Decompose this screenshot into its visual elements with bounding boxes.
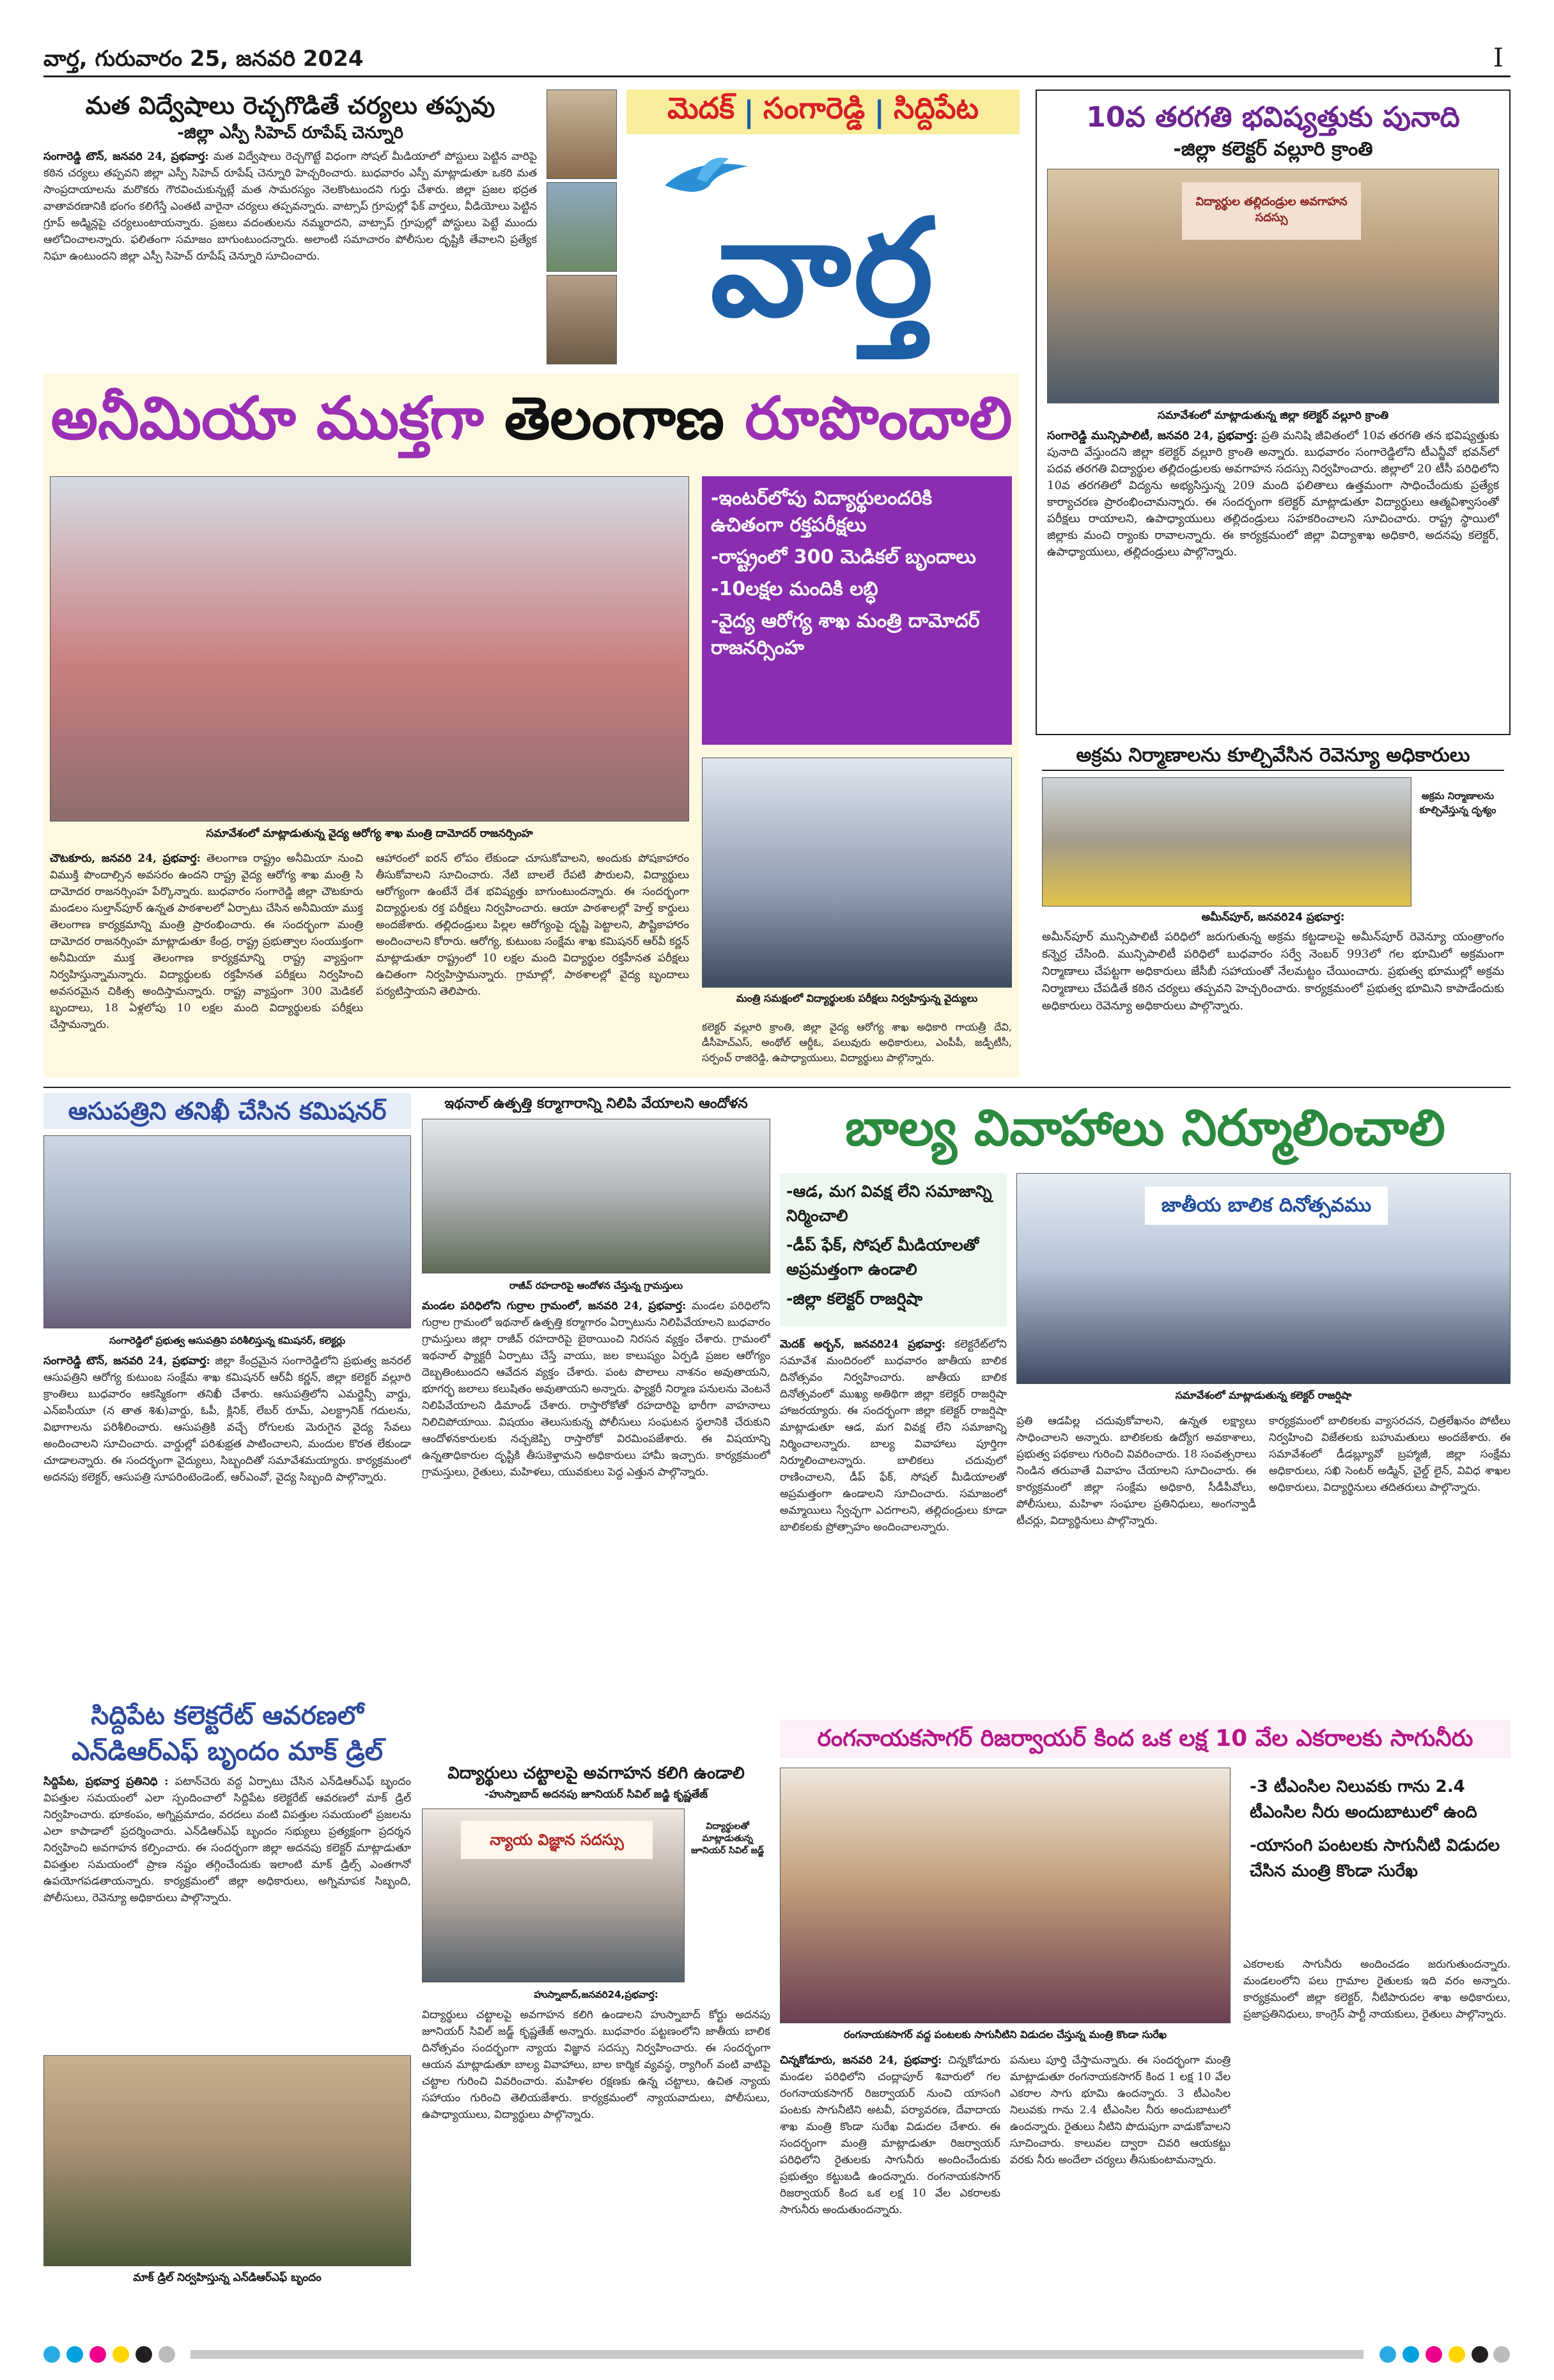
anemia-headline	[43, 380, 1020, 457]
irrigation-article	[780, 1720, 1511, 2337]
hospital-caption: సంగారెడ్డిలో ప్రభుత్వ ఆసుపత్రిని పరిశీలిస్తున్న కమిషనర్, కలెక్టర్లు	[109, 1335, 346, 1346]
sp-warning-text: మత విద్వేషాలు రెచ్చగొట్టే విధంగా సోషల్ మీడియాలో పోస్టులు పెట్టిన వారిపై కఠిన చర్యలు తప్పవని జిల్లా ఎస్పీ సిహెచ్ రూపేష్ చెన్నూరి హెచ్చరించారు. బుధవారం ఎస్పీ మాట్లాడుతూ ఒకరి మత సాంప్రదాయాలను మరొకరు గౌరవించుకున్నట్లే మత సామరస్యం నెలకొంటుందని గుర్తు చేశారు. జిల్లా ప్రజల భద్రత వాతావరణానికి భంగం కలిగేస్తే ఎంతటి వారైనా చర్యలు తప్పవన్నారు. వాట్సాప్ గ్రూపుల్లో ఫేక్ వార్తలు, వీడియోలు పెట్టిన గ్రూప్ అడ్మిన్లపై చర్యలుంటాయన్నారు. ప్రజలు వదంతులను నమ్మరాదని, వాట్సాప్ గ్రూపుల్లో పోస్టులు పెట్టే ముందు ఆలోచించాలన్నారు. ఫలితంగా సమాజం బాగుంటుందన్నారు. అలాంటి సమాచారం పోలీసుల దృష్టికి తేవాలని ప్రత్యేక నిఘా ఉంటుందని జిల్లా ఎస్పీ సిహెచ్ రూపేష్ చెన్నూరి సూచించారు.	[43, 150, 537, 263]
demolition-body: అమీన్‌పూర్ మున్సిపాలిటీ పరిధిలో జరుగుతున్న అక్రమ కట్టడాలపై అమీన్‌పూర్ రెవెన్యూ యంత్రాంగం కన్నెర్ర చేసింది. మున్సిపాలిటీ పరిధిలో బుధవారం సర్వే నెంబర్ 993లో గల భూమిలో అక్రమంగా నిర్మాణాలు చేపట్టగా అధికారులు జేసీబీ సహాయంతో నేలమట్టం చేయించారు. ప్రభుత్వ భూముల్లో అక్రమ నిర్మాణాలు చేపడితే కఠిన చర్యలు తప్పవని హెచ్చరించారు. కార్యక్రమంలో ప్రభుత్వ భూమిని కాపాడేందుకు అధికారులు రెవెన్యూ అధికారులు పాల్గొన్నారు.	[1042, 930, 1504, 1013]
class10-article	[1036, 89, 1511, 735]
anemia-dateline: చౌటకూరు, జనవరి 24, ప్రభవార్త:	[50, 852, 201, 865]
header-rule	[43, 75, 1511, 77]
child-marriage-text-col1: కలెక్టరేట్‌లోని సమావేశ మందిరంలో బుధవారం జాతీయ బాలిక దినోత్సవం నిర్వహించారు. జాతీయ బాలిక దినోత్సవంలో ముఖ్య అతిథిగా జిల్లా కలెక్టర్ రాజర్షిషా హాజరయ్యారు. ఈ సందర్భంగా జిల్లా కలెక్టర్ రాజర్షిషా మాట్లాడుతూ ఆడ, మగ వివక్ష లేని సమాజాన్ని నిర్మించాలన్నారు. బాల్య వివాహాలు పూర్తిగా నిర్మూలించాలన్నారు. బాలికలు చదువులో రాణించాలని, డీప్ ఫేక్, సోషల్ మీడియాలతో అప్రమత్తంగా ఉండాలని సూచించారు. సమాజంలో అమ్మాయిలు స్వేచ్ఛగా ఎదగాలని, తల్లిదండ్రులు కూడా బాలికలకు ప్రోత్సాహం అందించాలన్నారు.	[780, 1338, 1007, 1534]
irrigation-body-col3: ఎకరాలకు సాగునీరు అందించడం జరుగుతుందన్నారు. మండలంలోని పలు గ్రామాల రైతులకు ఇది వరం అన్నారు. కార్యక్రమంలో జిల్లా కలెక్టర్, నీటిపారుదల శాఖ అధికారులు, ప్రజాప్రతినిధులు, కాంగ్రెస్ పార్టీ నాయకులు, రైతులు పాల్గొన్నారు.	[1243, 1958, 1511, 2021]
registration-dot-gray-left	[159, 2346, 175, 2363]
mock-drill-body	[43, 1773, 411, 2023]
mock-drill-photo	[43, 2055, 411, 2266]
registration-dot-black-right	[1472, 2346, 1488, 2363]
legal-photo-banner: న్యాయ విజ్ఞాన సదస్సు	[461, 1821, 653, 1859]
irrigation-bullets	[1243, 1768, 1511, 1947]
mock-drill-headline-1: సిద్దిపేట కలెక్టరేట్ ఆవరణలో	[91, 1701, 364, 1731]
anemia-text-col1: తెలంగాణ రాష్ట్రం అనీమియా నుంచి విముక్తి పొందాల్సిన అవసరం ఉందని రాష్ట్ర వైద్య ఆరోగ్య శాఖ మంత్రి సి దామోదర రాజనర్సింహ పేర్కొన్నారు. బుధవారం సంగారెడ్డి జిల్లా చౌటకూరు మండలం సుల్తాన్‌పూర్ ఉన్నత పాఠశాలలో ఏర్పాటు చేసిన అనీమియా ముక్త తెలంగాణ కార్యక్రమాన్ని మంత్రి ప్రారంభించారు. ఈ సందర్భంగా మంత్రి దామోదర రాజనర్సింహ మాట్లాడుతూ కేంద్ర, రాష్ట్ర ప్రభుత్వాల సంయుక్తంగా అనీమియా ముక్త తెలంగాణ కార్యక్రమాన్ని రాష్ట్ర వ్యాప్తంగా నిర్వహిస్తున్నామన్నారు. విద్యార్థులకు రక్తహీనత పరీక్షలు నిర్వహించి అవసరమైన చికిత్స అందిస్తామన్నారు. రాష్ట్ర వ్యాప్తంగా 300 మెడికల్ బృందాలు, 18 ఏళ్లలోపు 10 లక్షల మంది విద్యార్థులకు పరీక్షలు చేస్తామన్నారు.	[50, 852, 363, 1031]
sp-warning-headline: మత విద్వేషాలు రెచ్చగొడితే చర్యలు తప్పవు	[85, 91, 495, 120]
class10-photo	[1047, 169, 1499, 403]
class10-photo-banner: విద్యార్థుల తల్లిదండ్రుల అవగాహన సదస్సు	[1182, 182, 1361, 240]
class10-text: ప్రతి మనిషి జీవితంలో 10వ తరగతి తన భవిష్యత్తుకు పునాది వేస్తుందని జిల్లా కలెక్టర్ వల్లూరి క్రాంతి అన్నారు. బుధవారం సంగారెడ్డిలోని టీఎన్జీవో భవన్‌లో పదవ తరగతి విద్యార్థుల తల్లిదండ్రులకు అవగాహన సదస్సు నిర్వహించారు. జిల్లాలో 20 టీసీ పరిధిలోని 10వ తరగతిలో విద్యను అభ్యసిస్తున్న 209 మంది ఫలితాలు ఉత్తమంగా సాధించేందుకు ప్రత్యేక కార్యాచరణ ప్రారంభించామన్నారు. ఈ సందర్భంగా కలెక్టర్ మాట్లాడుతూ విద్యార్థులు ఆత్మవిశ్వాసంతో పరీక్షలు రాయాలని, ఉపాధ్యాయులు తల్లిదండ్రులు సహకరించాలని సూచించారు. రాష్ట్ర స్థాయిలో జిల్లాకు మంచి ర్యాంకు రావాలన్నారు. ఈ కార్యక్రమంలో జిల్లా విద్యాశాఖ అధికారి, అదనపు కలెక్టర్, ఉపాధ్యాయులు, తల్లిదండ్రులు పాల్గొన్నారు.	[1047, 429, 1499, 559]
hospital-body	[43, 1353, 411, 1698]
anemia-bullets	[702, 476, 1012, 745]
irrigation-body-col1	[780, 2052, 1000, 2330]
child-marriage-headline: బాల్య వివాహాలు నిర్మూలించాలి	[845, 1100, 1445, 1157]
ethanol-body	[422, 1298, 770, 1736]
demolition-article	[1036, 742, 1511, 1077]
child-marriage-body-col2: ప్రతి ఆడపిల్ల చదువుకోవాలని, ఉన్నత లక్ష్యాలు సాధించాలని అన్నారు. బాలికలకు ఉద్యోగ అవకాశాలు, ప్రభుత్వ పథకాలు గురించి వివరించారు. 18 సంవత్సరాలు నిండిన తరువాతే వివాహం చేయాలని సూచించారు. ఈ కార్యక్రమంలో జిల్లా సంక్షేమ అధికారి, సీడీపీవోలు, పోలీసులు, మహిళా సంఘాల ప్రతినిధులు, అంగన్వాడీ టీచర్లు, విద్యార్థినులు పాల్గొన్నారు.	[1016, 1415, 1256, 1527]
child-marriage-article	[780, 1093, 1511, 1707]
masthead-block	[547, 89, 1020, 364]
ethanol-caption: రాజీవ్ రహదారిపై ఆందోళన చేస్తున్న గ్రామస్తులు	[509, 1280, 683, 1291]
anemia-bullet-2: -రాష్ట్రంలో 300 మెడికల్ బృందాలు	[711, 546, 976, 568]
demolition-caption: అమీన్‌పూర్, జనవరి24 ప్రభవార్త:	[1201, 911, 1345, 924]
anemia-bullet-1: -ఇంటర్‌లోపు విద్యార్థులందరికి ఉచితంగా రక్తపరీక్షలు	[711, 487, 933, 536]
edition-separator-1: |	[743, 95, 754, 129]
edition-tag-siddipet: సిద్దిపేట	[894, 91, 979, 125]
registration-dot-gray-right	[1493, 2346, 1510, 2363]
child-marriage-bullets	[780, 1173, 1007, 1326]
irrigation-text-col1: చిన్నకోడూరు మండల పరిధిలోని చంద్లాపూర్ శివారులో గల రంగనాయకసాగర్ రిజర్వాయర్ నుంచి యాసంగి పంటకు సాగునీటిని అటవీ, పర్యావరణ, దేవాదాయ శాఖ మంత్రి కొండా సురేఖ విడుదల చేశారు. ఈ సందర్భంగా మంత్రి మాట్లాడుతూ రిజర్వాయర్ పరిధిలోని రైతులకు సాగునీరు అందించేందుకు ప్రభుత్వం కట్టుబడి ఉందన్నారు. రంగనాయకసాగర్ రిజర్వాయర్ కింద ఒక లక్ష 10 వేల ఎకరాలకు సాగునీరు అందుతుందన్నారు.	[780, 2054, 1000, 2216]
child-marriage-dateline: మెదక్ అర్బన్, జనవరి24 ప్రభవార్త:	[780, 1338, 946, 1351]
sp-warning-subhead: -జిల్లా ఎస్పీ సిహెచ్ రూపేష్ చెన్నూరి	[177, 123, 403, 143]
masthead-photo-top	[547, 89, 617, 179]
irrigation-bullet-2: -యాసంగి పంటలకు సాగునీటి విడుదల చేసిన మంత్రి కొండా సురేఖ	[1250, 1836, 1500, 1881]
child-marriage-body-col1	[780, 1336, 1007, 1704]
irrigation-dateline: చిన్నకోడూరు, జనవరి 24, ప్రభవార్త:	[780, 2054, 942, 2067]
ethanol-photo	[422, 1119, 770, 1273]
anemia-headline-part3: రూపొందాలి	[745, 384, 1013, 453]
legal-article	[422, 1761, 770, 2337]
page-number: I	[1493, 43, 1503, 73]
edition-separator-2: |	[874, 95, 885, 129]
irrigation-headline: రంగనాయకసాగర్ రిజర్వాయర్ కింద ఒక లక్ష 10 వేల ఎకరాలకు సాగునీరు	[780, 1720, 1511, 1758]
registration-dot-magenta-right	[1426, 2346, 1442, 2363]
child-marriage-caption: సమావేశంలో మాట్లాడుతున్న కలెక్టర్ రాజర్షిషా	[1175, 1389, 1352, 1401]
hospital-headline: ఆసుపత్రిని తనిఖీ చేసిన కమిషనర్	[43, 1093, 411, 1129]
irrigation-bullet-1: -3 టీఎంసిల నిలువకు గాను 2.4 టీఎంసిల నీరు అందుబాటులో ఉంది	[1250, 1777, 1477, 1822]
edition-tag-medak: మెదక్	[667, 91, 735, 125]
legal-subhead: -హుస్నాబాద్ అదనపు జూనియర్ సివిల్ జడ్జి కృష్ణతేజ్	[484, 1788, 708, 1801]
sp-warning-article	[43, 89, 537, 364]
legal-photo	[422, 1808, 685, 1982]
irrigation-photo	[780, 1768, 1231, 2023]
child-marriage-bullet-1: -ఆడ, మగ వివక్ష లేని సమాజాన్ని నిర్మించాలి	[786, 1182, 992, 1225]
class10-headline: 10వ తరగతి భవిష్యత్తుకు పునాది	[1086, 101, 1460, 134]
irrigation-body-col2: పనులు పూర్తి చేస్తామన్నారు. ఈ సందర్భంగా మంత్రి మాట్లాడుతూ రంగనాయకసాగర్ కింద 1 లక్ష 10 వేల ఎకరాల సాగు భూమి ఉందన్నారు. 3 టీఎంసిల నిలువకు గాను 2.4 టీఎంసిల నీరు అందుబాటులో ఉందన్నారు. రైతులు నీటిని పొదుపుగా వాడుకోవాలని సూచించారు. కాలువల ద్వారా చివరి ఆయకట్టు వరకు నీరు అందేలా చర్యలు తీసుకుంటామన్నారు.	[1010, 2054, 1231, 2166]
masthead-photo-bottom	[547, 275, 617, 364]
child-marriage-bullet-2: -డీప్ ఫేక్, సోషల్ మీడియాలతో అప్రమత్తంగా ఉండాలి	[786, 1236, 979, 1279]
registration-dot-yellow-left	[113, 2346, 129, 2363]
sp-warning-dateline: సంగారెడ్డి టౌన్, జనవరి 24, ప్రభవార్త:	[43, 150, 209, 163]
anemia-headline-part2: తెలంగాణ	[504, 384, 725, 453]
anemia-small-photo	[702, 758, 1012, 988]
edition-banner	[626, 89, 1020, 134]
child-marriage-photo	[1016, 1173, 1511, 1384]
mock-drill-text: పటాన్‌చెరు వద్ద ఏర్పాటు చేసిన ఎన్‌డిఆర్ఎఫ్ బృందం విపత్తుల సమయంలో ఎలా స్పందించాలో సిద్దిపేట కలెక్టరేట్ ఆవరణలో మాక్ డ్రిల్ నిర్వహించారు. భూకంపం, అగ్నిప్రమాదం, వరదలు వంటి విపత్తుల సమయంలో ప్రజలను ఎలా కాపాడాలో ప్రదర్శించారు. ఎన్‌డిఆర్ఎఫ్ బృందం సభ్యులు ప్రత్యక్షంగా ప్రదర్శన నిర్వహించి అవగాహన కల్పించారు. ఈ సందర్భంగా జిల్లా అదనపు కలెక్టర్ మాట్లాడుతూ విపత్తుల సమయంలో ప్రాణ నష్టం తగ్గించేందుకు ఇలాంటి మాక్ డ్రిల్స్ ఎంతగానో ఉపయోగపడతాయన్నారు. కార్యక్రమంలో జిల్లా అధికారులు, అగ్నిమాపక సిబ్బంది, పోలీసులు, రెవెన్యూ అధికారులు పాల్గొన్నారు.	[43, 1775, 411, 1904]
mock-drill-headline-2: ఎన్‌డిఆర్ఎఫ్ బృందం మాక్ డ్రిల్	[71, 1737, 384, 1766]
anemia-small-caption: మంత్రి సమక్షంలో విద్యార్థులకు పరీక్షలు నిర్వహిస్తున్న వైద్యులు	[736, 992, 978, 1004]
demolition-headline: అక్రమ నిర్మాణాలను కూల్చివేసిన రెవెన్యూ అధికారులు	[1042, 742, 1504, 771]
registration-dot-blue-left	[66, 2346, 83, 2363]
legal-headline: విద్యార్థులు చట్టాలపై అవగాహన కలిగి ఉండాలి	[447, 1764, 745, 1783]
registration-dot-blue-right	[1402, 2346, 1419, 2363]
registration-dot-cyan-left	[43, 2346, 60, 2363]
anemia-article	[43, 374, 1020, 1077]
anemia-body-col3: కలెక్టర్ వల్లూరి క్రాంతి, జిల్లా వైద్య ఆరోగ్య శాఖ అధికారి గాయత్రీ దేవి, డీసీహెచ్ఎస్, అంథోల్ ఆర్డీఓ, పలువురు అధికారులు, ఎంపీపీ, జడ్పీటీసీ, సర్పంచ్ రాజిరెడ్డి, ఉపాధ్యాయులు, విద్యార్థులు పాల్గొన్నారు.	[702, 1021, 1012, 1064]
class10-dateline: సంగారెడ్డి మున్సిపాలిటీ, జనవరి 24, ప్రభవార్త:	[1047, 429, 1258, 442]
ethanol-headline: ఇథనాల్ ఉత్పత్తి కర్మాగారాన్ని నిలిపి వేయాలని ఆందోళన	[444, 1096, 748, 1112]
hospital-text: జిల్లా కేంద్రమైన సంగారెడ్డిలోని ప్రభుత్వ జనరల్ ఆసుపత్రిని ఆరోగ్య కుటుంబ సంక్షేమ శాఖ కమిషనర్ ఆర్‌వీ కర్ణన్, జిల్లా కలెక్టర్ వల్లూరి క్రాంతిలు బుధవారం ఆకస్మికంగా తనిఖీ చేశారు. ఆసుపత్రిలోని ఎమర్జెన్సీ వార్డు, ఎన్ఐసీయూ (న తాత శిశు)వార్డు, ఓపీ, క్లినిక్, లేబర్ రూమ్, ఎలక్ట్రానిక్ గదులను, విభాగాలను పరిశీలించారు. ఆసుపత్రికి వచ్చే రోగులకు మెరుగైన వైద్య సేవలు అందించాలని సూచించారు. వార్డుల్లో పరిశుభ్రత పాటించాలని, మందుల కొరత లేకుండా చూడాలన్నారు. ఈ సందర్భంగా వైద్యులు, సిబ్బందితో సమావేశమయ్యారు. కార్యక్రమంలో అదనపు కలెక్టర్, ఆసుపత్రి సూపరింటెండెంట్, ఆర్ఎంవో, వైద్య సిబ్బంది పాల్గొన్నారు.	[43, 1355, 411, 1484]
ethanol-dateline: మండల పరిధిలోని గుర్రాల గ్రామంలో, జనవరి 24, ప్రభవార్త:	[422, 1300, 687, 1312]
child-marriage-body-col3: కార్యక్రమంలో బాలికలకు వ్యాసరచన, చిత్రలేఖనం పోటీలు నిర్వహించి విజేతలకు బహుమతులు అందజేశారు. ఈ సమావేశంలో డీడబ్ల్యూవో బ్రహ్మాజీ, జిల్లా సంక్షేమ అధికారులు, సఖి సెంటర్ అడ్మిన్, చైల్డ్ లైన్, వివిధ శాఖల అధికారులు, విద్యార్థినులు తదితరులు పాల్గొన్నారు.	[1269, 1415, 1511, 1494]
anemia-main-photo	[50, 476, 689, 821]
anemia-body-col1	[50, 850, 363, 1071]
anemia-bullet-3: -10లక్షల మందికి లబ్ధి	[711, 578, 878, 600]
mock-drill-caption: మాక్ డ్రిల్ నిర్వహిస్తున్న ఎన్‌డిఆర్ఎఫ్ బృందం	[133, 2271, 322, 2284]
irrigation-caption: రంగనాయకసాగర్ వద్ద పంటలకు సాగునీటిని విడుదల చేస్తున్న మంత్రి కొండా సురేఖ	[844, 2028, 1167, 2041]
hospital-photo	[43, 1135, 411, 1328]
child-marriage-photo-banner: జాతీయ బాలిక దినోత్సవము	[1145, 1186, 1388, 1225]
sp-warning-body	[43, 148, 537, 353]
date-line: వార్త, గురువారం 25, జనవరి 2024	[43, 46, 364, 72]
ethanol-article	[422, 1093, 770, 1752]
demolition-photo	[1042, 777, 1411, 906]
class10-subhead: -జిల్లా కలెక్టర్ వల్లూరి క్రాంతి	[1173, 138, 1373, 160]
anemia-body-col2: ఆహారంలో ఐరన్ లోపం లేకుండా చూసుకోవాలని, అందుకు పోషకాహారం తీసుకోవాలని సూచించారు. నేటి బాలలే రేపటి పౌరులని, విద్యార్థులు ఆరోగ్యంగా ఉంటేనే దేశ భవిష్యత్తు బాగుంటుందన్నారు. ఈ సందర్భంగా విద్యార్థులకు రక్త పరీక్షలు నిర్వహించారు. ఆయా పాఠశాలల్లో హెల్త్ కార్డులు అందజేశారు. తల్లిదండ్రులు పిల్లల ఆరోగ్యంపై దృష్టి పెట్టాలని, పౌష్టికాహారం అందించాలని కోరారు. ఆరోగ్య, కుటుంబ సంక్షేమ శాఖ కమిషనర్ ఆర్‌వీ కర్ణన్ మాట్లాడుతూ రాష్ట్రంలో 10 లక్షల మంది విద్యార్థుల రక్తహీనత పరీక్షలు ఉచితంగా నిర్వహిస్తామన్నారు. గ్రామాల్లో, పాఠశాలల్లో వైద్య బృందాలు పర్యటిస్తాయని తెలిపారు.	[376, 852, 689, 998]
registration-dot-magenta-left	[89, 2346, 106, 2363]
footer-bar	[43, 2345, 1511, 2364]
masthead-photo-middle	[547, 182, 617, 272]
demolition-side-caption: అక్రమ నిర్మాణాలను కూల్చివేస్తున్న దృశ్యం	[1419, 790, 1496, 816]
child-marriage-bullet-3: -జిల్లా కలెక్టర్ రాజర్షిషా	[786, 1289, 923, 1308]
ethanol-text: మండల పరిధిలోని గుర్రాల గ్రామంలో ఇథనాల్ ఉత్పత్తి కర్మాగారం ఏర్పాటును నిలిపివేయాలని బుధవారం గ్రామస్తులు జిల్లా రాజీవ్ రహదారిపై బైఠాయించి నిరసన వ్యక్తం చేశారు. గ్రామంలో ఇథనాల్ ఫ్యాక్టరీ ఏర్పాటు చేస్తే వాయు, జల కాలుష్యం ఏర్పడి ప్రజల ఆరోగ్యం దెబ్బతింటుందని ఆవేదన వ్యక్తం చేశారు. పంట పొలాలు నాశనం అవుతాయని, భూగర్భ జలాలు కలుషితం అవుతాయని అన్నారు. ఫ్యాక్టరీ నిర్మాణ పనులను వెంటనే నిలిపివేయాలని డిమాండ్ చేశారు. రాస్తారోకోతో రహదారిపై భారీగా వాహనాలు నిలిచిపోయాయి. విషయం తెలుసుకున్న పోలీసులు సంఘటన స్థలానికి చేరుకుని ఆందోళనకారులకు నచ్చజెప్పి రాస్తారోకో విరమింపజేశారు. ఈ విషయాన్ని ఉన్నతాధికారుల దృష్టికి తీసుకెళ్తామని అధికారులు హామీ ఇచ్చారు. కార్యక్రమంలో గ్రామస్తులు, రైతులు, మహిళలు, యువకులు పెద్ద ఎత్తున పాల్గొన్నారు.	[422, 1300, 770, 1479]
footer-gray-bar	[190, 2350, 1364, 2359]
registration-dot-yellow-right	[1449, 2346, 1465, 2363]
hospital-article	[43, 1058, 411, 2106]
legal-body: విద్యార్థులు చట్టాలపై అవగాహన కలిగి ఉండాలని హుస్నాబాద్ కోర్టు అదనపు జూనియర్ సివిల్ జడ్జ్ కృష్ణతేజ్ అన్నారు. బుధవారం పట్టణంలోని జాతీయ బాలిక దినోత్సవం సందర్భంగా న్యాయ విజ్ఞాన సదస్సు నిర్వహించారు. ఈ సందర్భంగా ఆయన మాట్లాడుతూ బాల్య వివాహాలు, బాల కార్మిక వ్యవస్థ, ర్యాగింగ్ వంటి వాటిపై చట్టాల గురించి వివరించారు. మహిళల రక్షణకు ఉన్న చట్టాలు, ఉచిత న్యాయ సహాయం గురించి తెలియజేశారు. కార్యక్రమంలో న్యాయవాదులు, పోలీసులు, ఉపాధ్యాయులు, విద్యార్థులు పాల్గొన్నారు.	[422, 2009, 770, 2121]
class10-caption: సమావేశంలో మాట్లాడుతున్న జిల్లా కలెక్టర్ వల్లూరి క్రాంతి	[1157, 409, 1389, 422]
edition-tag-sangareddy: సంగారెడ్డి	[763, 91, 866, 125]
legal-caption: హుస్నాబాద్,జనవరి24,ప్రభవార్త:	[534, 1989, 658, 2000]
registration-dot-black-left	[136, 2346, 152, 2363]
legal-side-caption: విద్యార్థులతో మాట్లాడుతున్న జూనియర్ సివిల్ జడ్జ్	[691, 1821, 765, 1856]
anemia-headline-part1: అనీమియా ముక్తగా	[51, 384, 484, 453]
hospital-dateline: సంగారెడ్డి టౌన్, జనవరి 24, ప్రభవార్త:	[43, 1355, 210, 1367]
registration-dot-cyan-right	[1379, 2346, 1396, 2363]
anemia-bullet-4: -వైద్య ఆరోగ్య శాఖ మంత్రి దామోదర్ రాజనర్సింహ	[711, 610, 980, 659]
mock-drill-dateline: సిద్దిపేట, ప్రభవార్త ప్రతినిధి :	[43, 1775, 169, 1788]
anemia-main-caption: సమావేశంలో మాట్లాడుతున్న వైద్య ఆరోగ్య శాఖ మంత్రి దామోదర్ రాజనర్సింహ	[206, 827, 533, 840]
masthead-title: వార్త	[710, 190, 936, 346]
class10-body	[1047, 428, 1499, 722]
